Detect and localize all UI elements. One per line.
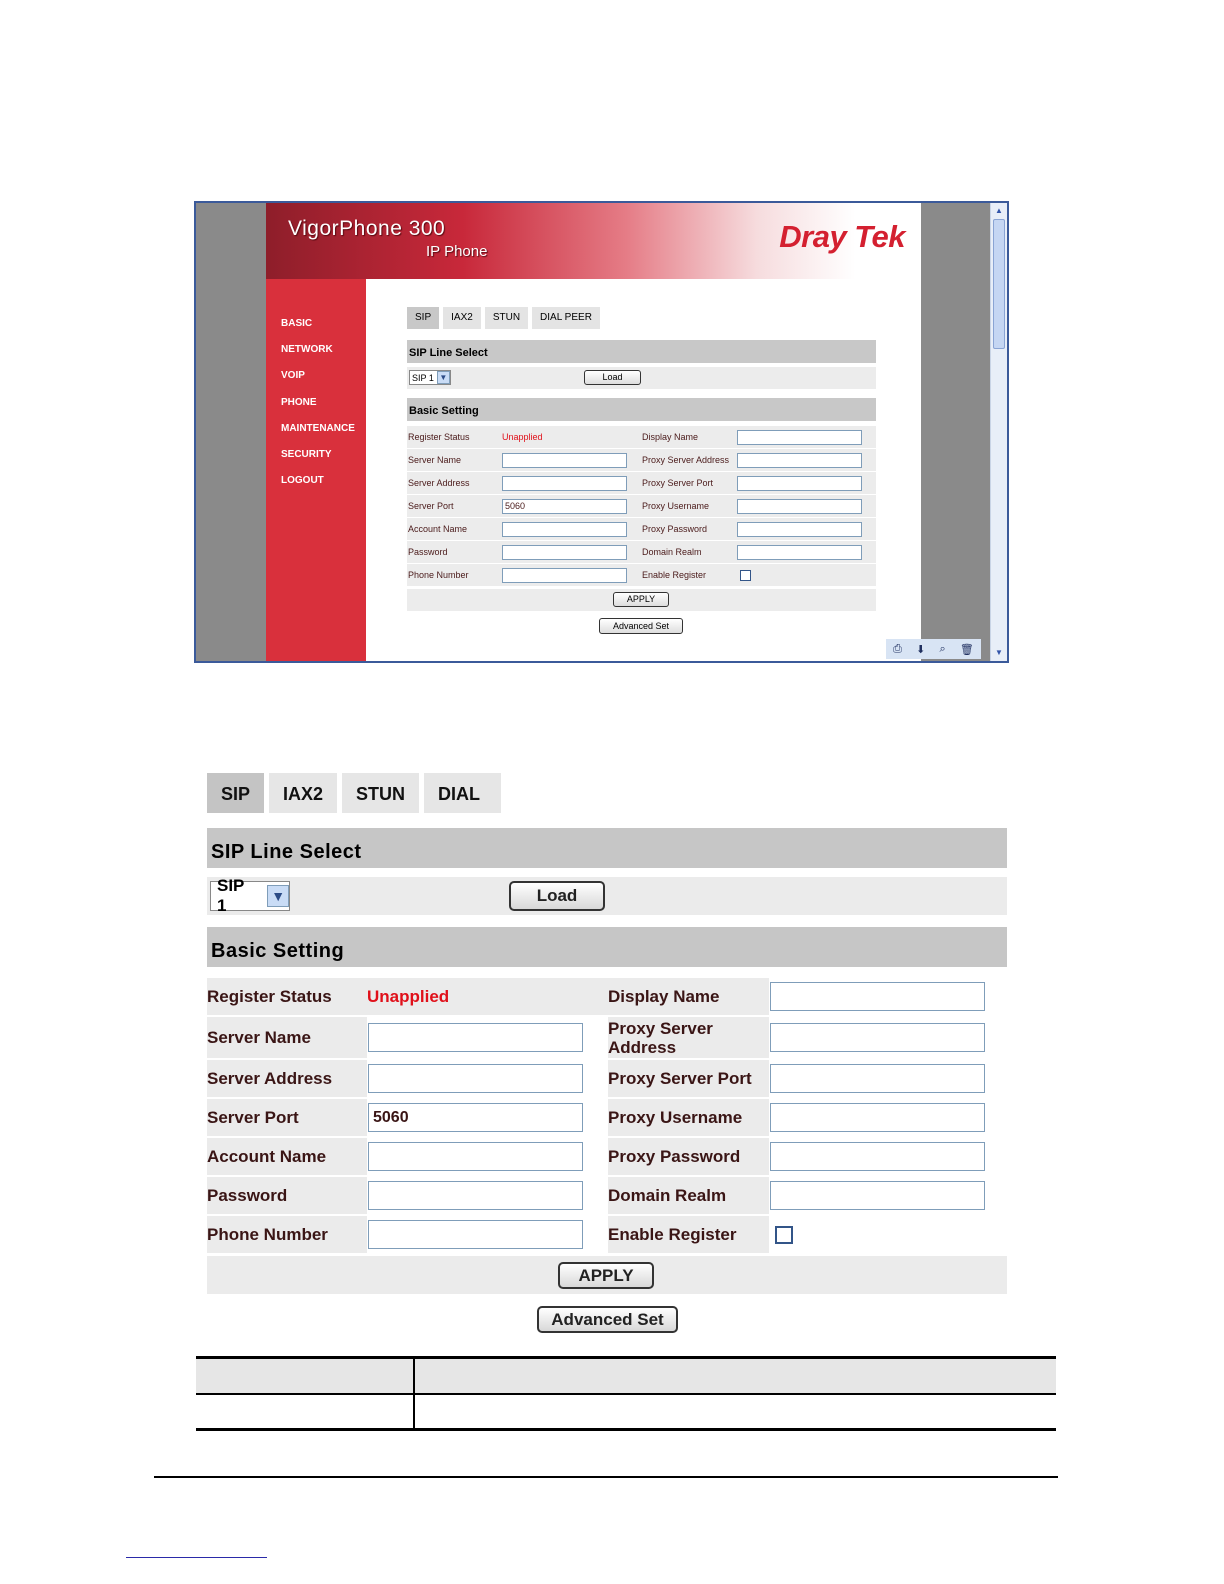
table-row: [207, 978, 1007, 1015]
proxy-password-label: Proxy Password: [608, 1138, 769, 1175]
product-name: VigorPhone 300: [288, 217, 446, 240]
download-icon[interactable]: ⬇: [916, 643, 926, 656]
sidebar-item-security[interactable]: SECURITY: [281, 448, 332, 460]
header-banner: [266, 203, 921, 279]
proxy-password-cell: [769, 1138, 1007, 1175]
account-name-cell: [367, 1138, 608, 1175]
table-row: [196, 1395, 1056, 1431]
table-row: [207, 1017, 1007, 1058]
server-name-cell: [367, 1017, 608, 1058]
brand-logo: [771, 219, 905, 255]
sip-line-select-header: SIP Line Select: [207, 828, 1007, 868]
server-address-input[interactable]: [502, 476, 627, 491]
account-name-cell: [501, 518, 641, 540]
domain-realm-cell: [769, 1177, 1007, 1214]
load-button[interactable]: Load: [584, 370, 641, 385]
zoom-icon[interactable]: ⌕: [939, 642, 946, 655]
server-name-input[interactable]: [502, 453, 627, 468]
server-port-label: Server Port: [207, 1099, 367, 1136]
proxy-server-port-cell: [769, 1060, 1007, 1097]
display-name-input[interactable]: [770, 982, 985, 1011]
server-port-cell: [501, 495, 641, 517]
enable-register-checkbox[interactable]: [775, 1226, 793, 1244]
table-row: [407, 472, 876, 494]
sidebar-item-basic[interactable]: BASIC: [281, 318, 313, 329]
proxy-username-label: Proxy Username: [641, 495, 736, 517]
proxy-password-cell: [736, 518, 876, 540]
proxy-server-port-input[interactable]: [770, 1064, 985, 1093]
basic-setting-header: Basic Setting: [207, 927, 1007, 967]
password-input[interactable]: [502, 545, 627, 560]
domain-realm-input[interactable]: [770, 1181, 985, 1210]
server-address-label: Server Address: [207, 1060, 367, 1097]
table-cell: [196, 1395, 415, 1428]
browser-margin-right: [921, 203, 990, 661]
tab-sip[interactable]: SIP: [207, 773, 264, 813]
server-port-label: Server Port: [407, 495, 501, 517]
password-cell: [367, 1177, 608, 1214]
load-button[interactable]: Load: [509, 881, 605, 911]
password-label: Password: [407, 541, 501, 563]
display-name-label: Display Name: [608, 978, 769, 1015]
server-address-cell: [367, 1060, 608, 1097]
tab-bar-enlarged: [207, 773, 501, 813]
tab-dial-peer[interactable]: DIAL: [424, 773, 501, 813]
password-label: Password: [207, 1177, 367, 1214]
password-input[interactable]: [368, 1181, 583, 1210]
server-port-input[interactable]: 5060: [368, 1103, 583, 1132]
account-name-label: Account Name: [407, 518, 501, 540]
proxy-server-port-label: Proxy Server Port: [641, 472, 736, 494]
proxy-password-input[interactable]: [737, 522, 862, 537]
footer-rule: [154, 1476, 1058, 1478]
table-row: [407, 495, 876, 517]
sip-line-select-header: SIP Line Select: [407, 340, 876, 363]
tab-bar: [407, 307, 600, 329]
domain-realm-cell: [736, 541, 876, 563]
brand-logo-part1: Dray: [779, 219, 847, 254]
table-row: [407, 449, 876, 471]
sidebar-item-voip[interactable]: VOIP: [281, 370, 305, 382]
domain-realm-label: Domain Realm: [608, 1177, 769, 1214]
table-row: [407, 564, 876, 586]
display-name-label: Display Name: [641, 426, 736, 448]
tab-iax2[interactable]: IAX2: [443, 307, 481, 329]
table-row: [207, 1138, 1007, 1175]
sip-line-select-row: [207, 877, 1007, 915]
tab-dial-peer[interactable]: DIAL PEER: [532, 307, 600, 329]
apply-row: [407, 589, 876, 611]
tab-stun[interactable]: STUN: [342, 773, 419, 813]
sip-line-dropdown-value: SIP 1: [217, 876, 245, 915]
table-row: [207, 1216, 1007, 1253]
phone-number-label: Phone Number: [207, 1216, 367, 1253]
password-cell: [501, 541, 641, 563]
product-subtitle: IP Phone: [426, 243, 488, 260]
enable-register-cell: [736, 564, 876, 586]
sip-line-dropdown[interactable]: [409, 370, 451, 385]
table-row: [207, 1060, 1007, 1097]
server-port-cell: [367, 1099, 608, 1136]
table-row: [407, 518, 876, 540]
server-address-cell: [501, 472, 641, 494]
sip-line-dropdown[interactable]: [210, 876, 290, 915]
proxy-password-label: Proxy Password: [641, 518, 736, 540]
browser-screenshot: [194, 201, 1009, 663]
display-name-cell: [769, 978, 1007, 1015]
sidebar-item-network[interactable]: NETWORK: [281, 344, 333, 356]
display-name-input[interactable]: [737, 430, 862, 445]
image-toolbar: [886, 639, 981, 659]
table-row: [207, 1099, 1007, 1136]
phone-number-cell: [367, 1216, 608, 1253]
phone-number-cell: [501, 564, 641, 586]
sip-line-dropdown-value: SIP 1: [412, 372, 434, 383]
table-header-cell: [196, 1359, 415, 1393]
vertical-scrollbar[interactable]: [990, 203, 1007, 661]
chevron-down-icon: ▼: [437, 371, 450, 384]
browser-margin-left: [196, 203, 266, 661]
server-name-label: Server Name: [207, 1017, 367, 1058]
phone-number-input[interactable]: [502, 568, 627, 583]
delete-icon[interactable]: 🗑: [959, 643, 974, 656]
sidebar-item-maintenance[interactable]: MAINTENANCE: [281, 422, 355, 434]
proxy-username-label: Proxy Username: [608, 1099, 769, 1136]
sidebar-menu: [266, 279, 366, 500]
basic-setting-form: [407, 425, 876, 587]
apply-button[interactable]: APPLY: [558, 1262, 654, 1289]
proxy-server-address-input[interactable]: [737, 453, 862, 468]
sidebar-item-logout[interactable]: LOGOUT: [281, 475, 324, 487]
proxy-server-address-cell: [736, 449, 876, 471]
proxy-server-address-cell: [769, 1017, 1007, 1058]
chevron-down-icon: ▼: [267, 885, 289, 907]
enable-register-cell: [769, 1216, 1007, 1253]
tab-sip[interactable]: SIP: [407, 307, 439, 329]
scroll-down-icon[interactable]: ▼: [995, 648, 1003, 657]
basic-setting-form: [207, 976, 1007, 1255]
server-address-label: Server Address: [407, 472, 501, 494]
display-name-cell: [736, 426, 876, 448]
table-row: [207, 1177, 1007, 1214]
proxy-server-port-input[interactable]: [737, 476, 862, 491]
register-status-value: Unapplied: [367, 978, 608, 1015]
server-address-input[interactable]: [368, 1064, 583, 1093]
proxy-server-address-input[interactable]: [770, 1023, 985, 1052]
tab-stun[interactable]: STUN: [485, 307, 528, 329]
basic-setting-header: Basic Setting: [407, 398, 876, 421]
account-name-label: Account Name: [207, 1138, 367, 1175]
table-row: [407, 541, 876, 563]
server-name-cell: [501, 449, 641, 471]
proxy-username-input[interactable]: [737, 499, 862, 514]
register-status-label: Register Status: [407, 426, 501, 448]
register-status-value: Unapplied: [501, 426, 641, 448]
server-name-label: Server Name: [407, 449, 501, 471]
proxy-username-input[interactable]: [770, 1103, 985, 1132]
main-content: [366, 279, 921, 663]
proxy-username-cell: [736, 495, 876, 517]
advanced-set-button[interactable]: Advanced Set: [599, 618, 683, 634]
proxy-server-address-label: Proxy Server Address: [608, 1017, 769, 1058]
domain-realm-label: Domain Realm: [641, 541, 736, 563]
apply-button[interactable]: APPLY: [613, 592, 669, 607]
proxy-username-cell: [769, 1099, 1007, 1136]
sidebar: [266, 279, 366, 663]
footer-link-underline[interactable]: [126, 1557, 267, 1558]
server-port-input[interactable]: 5060: [502, 499, 627, 514]
domain-realm-input[interactable]: [737, 545, 862, 560]
scroll-up-icon[interactable]: ▲: [995, 206, 1003, 215]
enable-register-label: Enable Register: [608, 1216, 769, 1253]
enable-register-checkbox[interactable]: [740, 570, 751, 581]
tab-iax2[interactable]: IAX2: [269, 773, 337, 813]
brand-logo-part2: Tek: [854, 219, 905, 254]
print-icon[interactable]: ⎙: [893, 642, 902, 655]
scrollbar-thumb[interactable]: [993, 219, 1005, 349]
account-name-input[interactable]: [502, 522, 627, 537]
advanced-set-button[interactable]: Advanced Set: [537, 1306, 678, 1333]
account-name-input[interactable]: [368, 1142, 583, 1171]
proxy-password-input[interactable]: [770, 1142, 985, 1171]
table-row: [407, 426, 876, 448]
proxy-server-port-cell: [736, 472, 876, 494]
proxy-server-address-label: Proxy Server Address: [641, 449, 736, 471]
phone-number-label: Phone Number: [407, 564, 501, 586]
description-table: [196, 1356, 1056, 1431]
sidebar-item-phone[interactable]: PHONE: [281, 396, 317, 408]
table-header-row: [196, 1359, 1056, 1395]
sip-line-select-row: [407, 367, 876, 389]
proxy-server-port-label: Proxy Server Port: [608, 1060, 769, 1097]
enable-register-label: Enable Register: [641, 564, 736, 586]
server-name-input[interactable]: [368, 1023, 583, 1052]
phone-number-input[interactable]: [368, 1220, 583, 1249]
register-status-label: Register Status: [207, 978, 367, 1015]
